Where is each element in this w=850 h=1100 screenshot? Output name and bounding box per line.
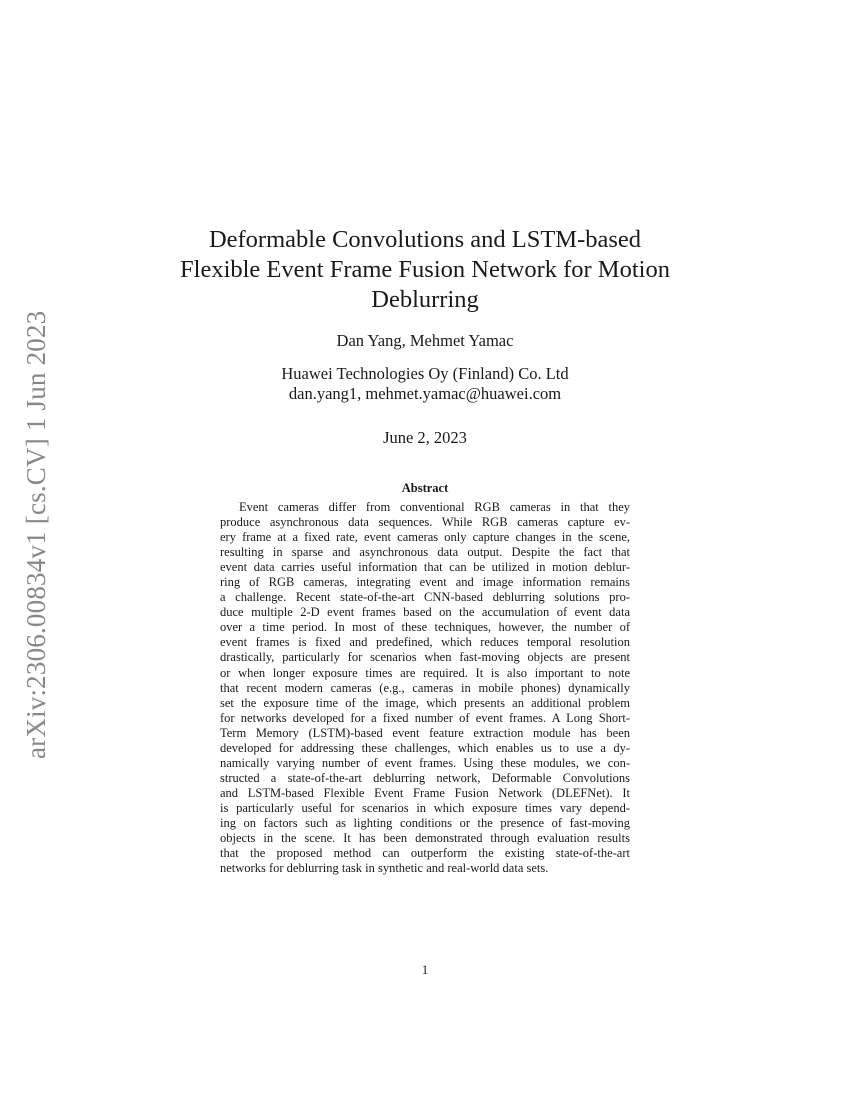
abstract-line: objects in the scene. It has been demonstrated through evaluation results — [220, 831, 630, 846]
abstract-line: Term Memory (LSTM)-based event feature extraction module has been — [220, 725, 630, 740]
paper-title — [170, 225, 680, 315]
abstract-line: is particularly useful for scenarios in which exposure times vary depend- — [220, 800, 630, 815]
abstract-body — [220, 500, 630, 876]
abstract-line: ing on factors such as lighting conditions or the presence of fast-moving — [220, 815, 630, 830]
abstract-line: that recent modern cameras (e.g., cameras in mobile phones) dynamically — [220, 680, 630, 695]
abstract-line: structed a state-of-the-art deblurring network, Deformable Convolutions — [220, 770, 630, 785]
affiliation: Huawei Technologies Oy (Finland) Co. Ltd — [281, 364, 569, 383]
title-line: Deformable Convolutions and LSTM-based — [208, 226, 642, 253]
abstract-line: duce multiple 2-D event frames based on the accumulation of event data — [220, 605, 630, 620]
author-list: Dan Yang, Mehmet Yamac — [336, 331, 514, 350]
abstract-line: developed for addressing these challenges, which enables us to use a dy- — [220, 740, 630, 755]
author-emails: dan.yang1, mehmet.yamac@huawei.com — [288, 384, 562, 403]
abstract-line: a challenge. Recent state-of-the-art CNN-based deblurring solutions pro- — [220, 590, 630, 605]
abstract-heading: Abstract — [401, 481, 449, 495]
affiliation-block — [170, 364, 680, 404]
page-number: 1 — [421, 962, 429, 977]
title-line: Flexible Event Frame Fusion Network for Motion — [180, 256, 670, 283]
abstract-line: event data carries useful information that can be utilized in motion deblur- — [220, 560, 630, 575]
abstract-line: namically varying number of event frames. Using these modules, we con- — [220, 755, 630, 770]
abstract-line: Event cameras differ from conventional RGB cameras in that they — [239, 500, 630, 514]
abstract-line: that the proposed method can outperform the existing state-of-the-art — [220, 846, 630, 861]
abstract-line: networks for deblurring task in synthetic and real-world data sets. — [220, 861, 549, 876]
title-line: Deblurring — [371, 286, 479, 313]
arxiv-identifier-stamp: arXiv:2306.00834v1 [cs.CV] 1 Jun 2023 — [21, 310, 51, 760]
abstract-line: resulting in sparse and asynchronous data output. Despite the fact that — [220, 545, 630, 560]
abstract-line: set the exposure time of the image, which presents an additional problem — [220, 695, 630, 710]
abstract-line: ring of RGB cameras, integrating event and image information remains — [220, 575, 630, 590]
abstract-line: for networks developed for a fixed number of event frames. A Long Short- — [220, 710, 630, 725]
abstract-line: ery frame at a fixed rate, event cameras only capture changes in the scene, — [220, 530, 630, 545]
abstract-line: and LSTM-based Flexible Event Frame Fusion Network (DLEFNet). It — [220, 785, 630, 800]
publication-date: June 2, 2023 — [383, 428, 467, 447]
abstract-line: drastically, particularly for scenarios when fast-moving objects are present — [220, 650, 630, 665]
abstract-line: event frames is fixed and predefined, which reduces temporal resolution — [220, 635, 630, 650]
abstract-line: or when longer exposure times are required. It is also important to note — [220, 665, 630, 680]
abstract-line: over a time period. In most of these techniques, however, the number of — [220, 620, 630, 635]
abstract-line: produce asynchronous data sequences. While RGB cameras capture ev- — [220, 515, 630, 530]
